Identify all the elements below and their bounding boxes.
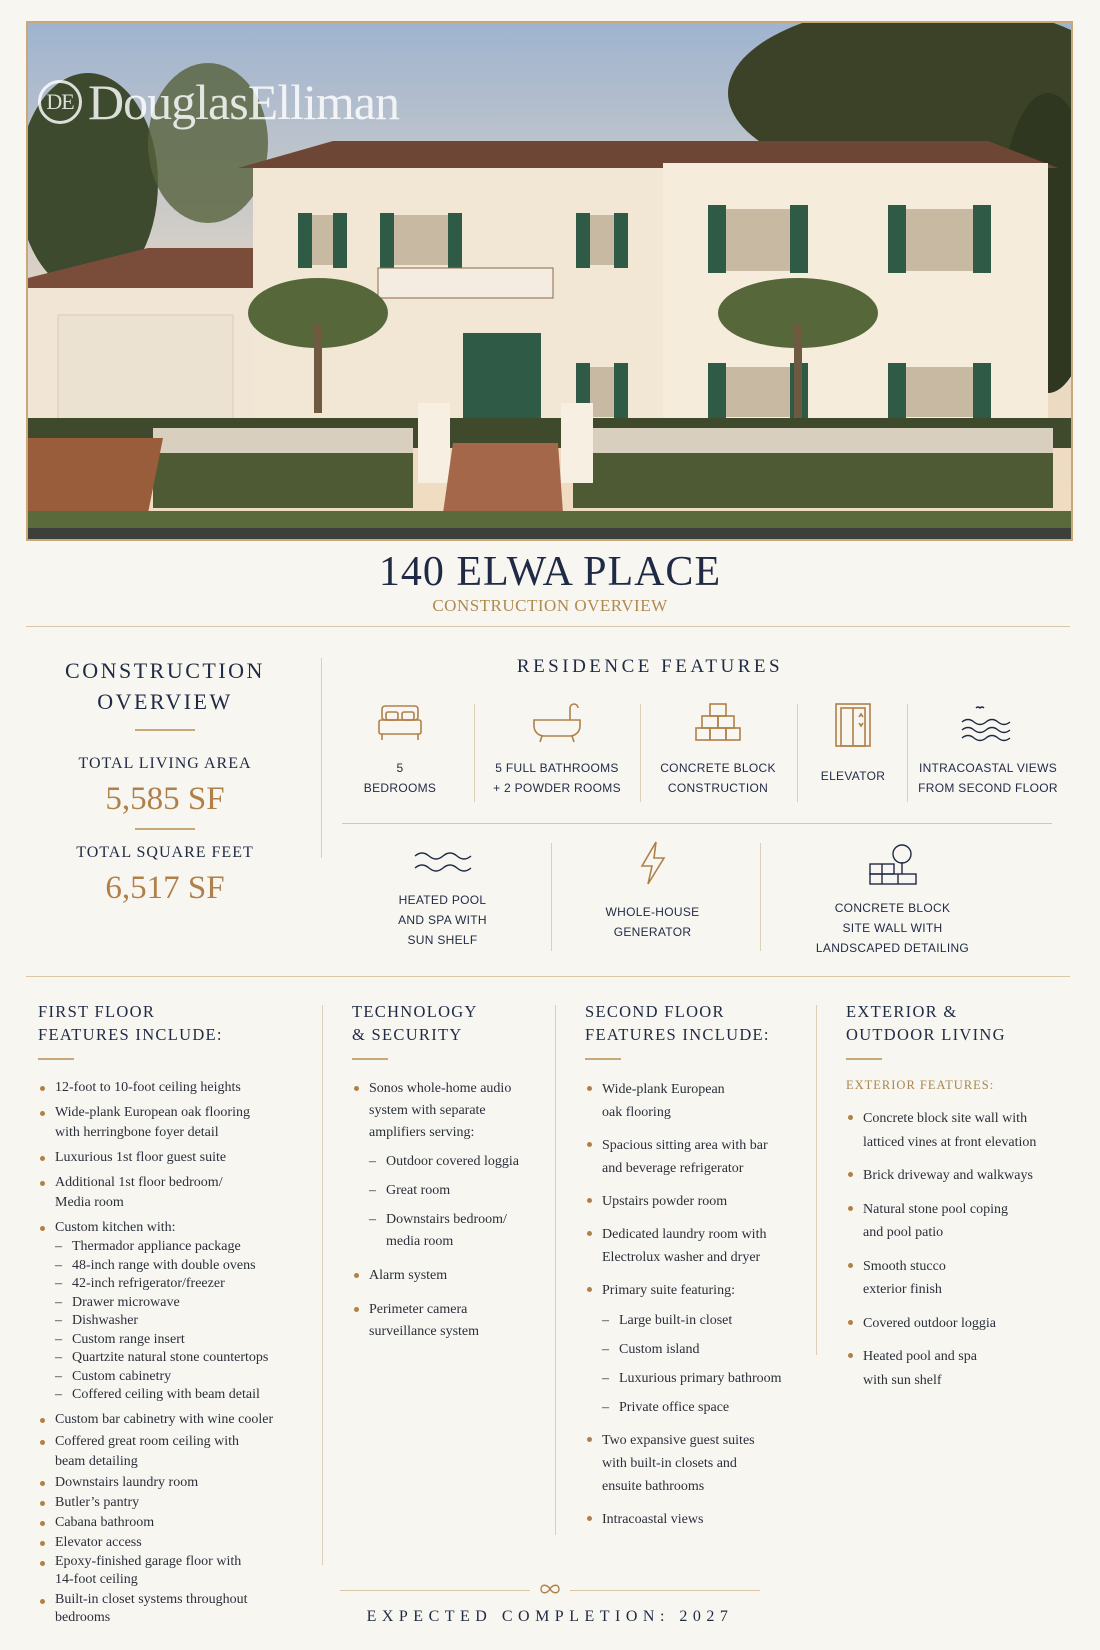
- feature-heated-pool: [370, 846, 515, 950]
- list-item: Wide-plank European oak flooring: [38, 1103, 308, 1123]
- list-item: Wide-plank European: [585, 1078, 810, 1101]
- sub-list-item: – Quartzite natural stone countertops: [55, 1349, 308, 1368]
- feature-bedrooms-line2: BEDROOMS: [363, 781, 437, 795]
- first-floor-heading-line1: FIRST FLOOR: [38, 1002, 156, 1021]
- list-item: Smooth stucco: [846, 1255, 1071, 1279]
- overview-heading-line2: OVERVIEW: [97, 689, 233, 714]
- bed-icon: [376, 702, 424, 744]
- technology-column: [352, 1000, 552, 1343]
- gold-divider: [846, 1058, 882, 1060]
- gold-divider: [135, 828, 195, 830]
- divider-vertical: [551, 843, 552, 951]
- list-item: Spacious sitting area with bar: [585, 1134, 810, 1157]
- divider-features: [342, 823, 1052, 824]
- overview-heading: [30, 655, 300, 717]
- list-item: Downstairs laundry room: [38, 1473, 308, 1493]
- ornament-icon: [538, 1582, 562, 1596]
- sub-list-item: – Custom island: [602, 1338, 810, 1361]
- list-item-continued: with herringbone foyer detail: [55, 1125, 219, 1140]
- feature-pool-line3: SUN SHELF: [407, 933, 478, 947]
- divider-top: [26, 626, 1070, 627]
- sub-list-item: – Great room: [369, 1180, 552, 1202]
- list-item: Sonos whole-home audio: [352, 1078, 552, 1100]
- list-item: Built-in closet systems throughout: [38, 1591, 308, 1610]
- hero-house-rendering: [26, 21, 1073, 541]
- list-item-continued: system with separate: [369, 1103, 486, 1118]
- overview-heading-line1: CONSTRUCTION: [65, 658, 265, 683]
- feature-site-wall: [795, 842, 990, 958]
- divider-vertical: [640, 704, 641, 802]
- sub-list-item: – 48-inch range with double ovens: [55, 1257, 308, 1276]
- list-item-continued: with built-in closets and: [602, 1456, 737, 1471]
- divider-vertical: [322, 1005, 323, 1565]
- list-item-continued: surveillance system: [369, 1324, 480, 1339]
- exterior-heading: [846, 1000, 1071, 1046]
- list-item: Elevator access: [38, 1533, 308, 1553]
- waves-birds-icon: [958, 702, 1018, 744]
- sub-list-item: – 42-inch refrigerator/freezer: [55, 1275, 308, 1294]
- list-item: Epoxy-finished garage floor with: [38, 1553, 308, 1572]
- list-item: Alarm system: [352, 1265, 552, 1287]
- first-floor-list: [38, 1078, 308, 1628]
- exterior-features-label: EXTERIOR FEATURES:: [846, 1078, 995, 1092]
- divider-vertical: [760, 843, 761, 951]
- total-sf-label: TOTAL SQUARE FEET: [76, 844, 254, 861]
- feature-concrete-block: [648, 702, 788, 798]
- sub-list-item: – Drawer microwave: [55, 1294, 308, 1313]
- logo-text: DouglasElliman: [88, 74, 399, 130]
- divider-vertical: [321, 658, 322, 858]
- list-item-continued: bedrooms: [55, 1610, 111, 1625]
- list-item-continued: and beverage refrigerator: [602, 1161, 744, 1176]
- list-item: Butler’s pantry: [38, 1493, 308, 1513]
- lightning-icon: [636, 840, 670, 886]
- logo-mark-icon: DE: [38, 80, 82, 124]
- construction-overview-panel: [30, 655, 300, 917]
- living-area-value: 5,585 SF: [105, 781, 225, 817]
- technology-heading: [352, 1000, 552, 1046]
- feature-bedrooms: [340, 702, 460, 798]
- list-item: 12-foot to 10-foot ceiling heights: [38, 1078, 308, 1098]
- concrete-blocks-icon: [694, 702, 742, 744]
- feature-concrete-block-line1: CONCRETE BLOCK: [660, 761, 776, 775]
- list-item: Perimeter camera: [352, 1299, 552, 1321]
- sub-list-item: – Custom range insert: [55, 1331, 308, 1350]
- sub-list-item: – Large built-in closet: [602, 1309, 810, 1332]
- divider-vertical: [816, 1005, 817, 1355]
- feature-intracoastal-line2: FROM SECOND FLOOR: [918, 781, 1058, 795]
- list-item: Dedicated laundry room with: [585, 1223, 810, 1246]
- sub-list-item: – Luxurious primary bathroom: [602, 1367, 810, 1390]
- list-item: Cabana bathroom: [38, 1513, 308, 1533]
- exterior-list: [846, 1107, 1071, 1392]
- feature-generator-line2: GENERATOR: [613, 925, 692, 939]
- technology-heading-line1: TECHNOLOGY: [352, 1002, 478, 1021]
- list-item: Brick driveway and walkways: [846, 1164, 1071, 1188]
- gold-divider: [135, 729, 195, 731]
- living-area-label: TOTAL LIVING AREA: [78, 755, 252, 772]
- first-floor-heading: [38, 1000, 308, 1046]
- list-item: Additional 1st floor bedroom/: [38, 1173, 308, 1193]
- divider-vertical: [907, 704, 908, 802]
- feature-intracoastal-views: [912, 702, 1064, 798]
- footer-rule-left: [340, 1590, 530, 1591]
- list-item: Primary suite featuring:: [585, 1279, 810, 1302]
- feature-intracoastal-line1: INTRACOASTAL VIEWS: [918, 761, 1058, 775]
- list-item-continued: Media room: [55, 1195, 124, 1210]
- title-band: [0, 548, 1100, 616]
- residence-features-heading: RESIDENCE FEATURES: [516, 656, 784, 677]
- wall-tree-icon: [868, 842, 918, 886]
- footer-rule-right: [570, 1590, 760, 1591]
- list-item-continued: Electrolux washer and dryer: [602, 1250, 761, 1265]
- feature-concrete-block-line2: CONSTRUCTION: [667, 781, 769, 795]
- list-item: Intracoastal views: [585, 1508, 810, 1531]
- list-item-continued: exterior finish: [863, 1282, 942, 1297]
- bathtub-icon: [530, 702, 584, 744]
- elevator-icon: [833, 702, 873, 748]
- gold-divider: [585, 1058, 621, 1060]
- feature-elevator: [803, 702, 903, 786]
- divider-vertical: [797, 704, 798, 802]
- feature-site-wall-line3: LANDSCAPED DETAILING: [815, 941, 970, 955]
- list-item: Custom kitchen with:: [38, 1218, 308, 1238]
- second-floor-list: [585, 1078, 810, 1531]
- feature-bedrooms-line1: 5: [396, 761, 404, 775]
- list-item-continued: oak flooring: [602, 1105, 671, 1120]
- first-floor-column: [38, 1000, 308, 1628]
- sub-list-item: – Thermador appliance package: [55, 1238, 308, 1257]
- page-title: 140 ELWA PLACE: [378, 549, 722, 595]
- page-subtitle: CONSTRUCTION OVERVIEW: [432, 596, 668, 615]
- list-item: Natural stone pool coping: [846, 1198, 1071, 1222]
- feature-elevator-line1: ELEVATOR: [820, 769, 886, 783]
- list-item-continued: and pool patio: [863, 1225, 944, 1240]
- gold-divider: [38, 1058, 74, 1060]
- exterior-heading-line2: OUTDOOR LIVING: [846, 1025, 1006, 1044]
- sub-list-item: – Outdoor covered loggia: [369, 1151, 552, 1173]
- exterior-column: [846, 1000, 1071, 1392]
- first-floor-heading-line2: FEATURES INCLUDE:: [38, 1025, 223, 1044]
- feature-bathrooms: [482, 702, 632, 798]
- list-item: Custom bar cabinetry with wine cooler: [38, 1410, 308, 1430]
- feature-generator: [575, 840, 730, 942]
- sub-list-item: – Coffered ceiling with beam detail: [55, 1386, 308, 1405]
- sub-list-item: – Downstairs bedroom/: [369, 1209, 552, 1231]
- list-item: Covered outdoor loggia: [846, 1312, 1071, 1336]
- list-item-continued: latticed vines at front elevation: [863, 1134, 1037, 1150]
- feature-generator-line1: WHOLE-HOUSE: [605, 905, 700, 919]
- douglas-elliman-logo: [38, 73, 399, 131]
- list-item: Concrete block site wall with: [846, 1107, 1071, 1131]
- list-item-continued: media room: [386, 1234, 454, 1249]
- list-item-continued: 14-foot ceiling: [55, 1572, 138, 1587]
- list-item: Upstairs powder room: [585, 1190, 810, 1213]
- list-item: Coffered great room ceiling with: [38, 1432, 308, 1452]
- feature-site-wall-line1: CONCRETE BLOCK: [834, 901, 951, 915]
- divider-middle: [26, 976, 1070, 977]
- sub-list-item: – Custom cabinetry: [55, 1368, 308, 1387]
- exterior-heading-line1: EXTERIOR &: [846, 1002, 958, 1021]
- feature-bathrooms-line1: 5 FULL BATHROOMS: [495, 761, 619, 775]
- total-sf-value: 6,517 SF: [105, 870, 225, 906]
- feature-bathrooms-line2: + 2 POWDER ROOMS: [493, 781, 621, 795]
- technology-heading-line2: & SECURITY: [352, 1025, 463, 1044]
- divider-vertical: [474, 704, 475, 802]
- list-item: Two expansive guest suites: [585, 1429, 810, 1452]
- feature-pool-line1: HEATED POOL: [398, 893, 487, 907]
- technology-list: [352, 1078, 552, 1343]
- list-item-continued: amplifiers serving:: [369, 1125, 475, 1140]
- second-floor-heading-line2: FEATURES INCLUDE:: [585, 1025, 770, 1044]
- expected-completion: EXPECTED COMPLETION: 2027: [366, 1608, 734, 1625]
- list-item-continued: with sun shelf: [863, 1372, 942, 1388]
- feature-pool-line2: AND SPA WITH: [398, 913, 487, 927]
- list-item-continued: ensuite bathrooms: [602, 1479, 705, 1494]
- divider-vertical: [555, 1005, 556, 1535]
- list-item-continued: beam detailing: [55, 1453, 138, 1469]
- list-item: Luxurious 1st floor guest suite: [38, 1148, 308, 1168]
- feature-site-wall-line2: SITE WALL WITH: [842, 921, 943, 935]
- second-floor-heading: [585, 1000, 810, 1046]
- sub-list-item: – Private office space: [602, 1396, 810, 1419]
- list-item: Heated pool and spa: [846, 1345, 1071, 1369]
- second-floor-column: [585, 1000, 810, 1531]
- sub-list-item: – Dishwasher: [55, 1312, 308, 1331]
- pool-waves-icon: [413, 846, 473, 876]
- gold-divider: [352, 1058, 388, 1060]
- second-floor-heading-line1: SECOND FLOOR: [585, 1002, 725, 1021]
